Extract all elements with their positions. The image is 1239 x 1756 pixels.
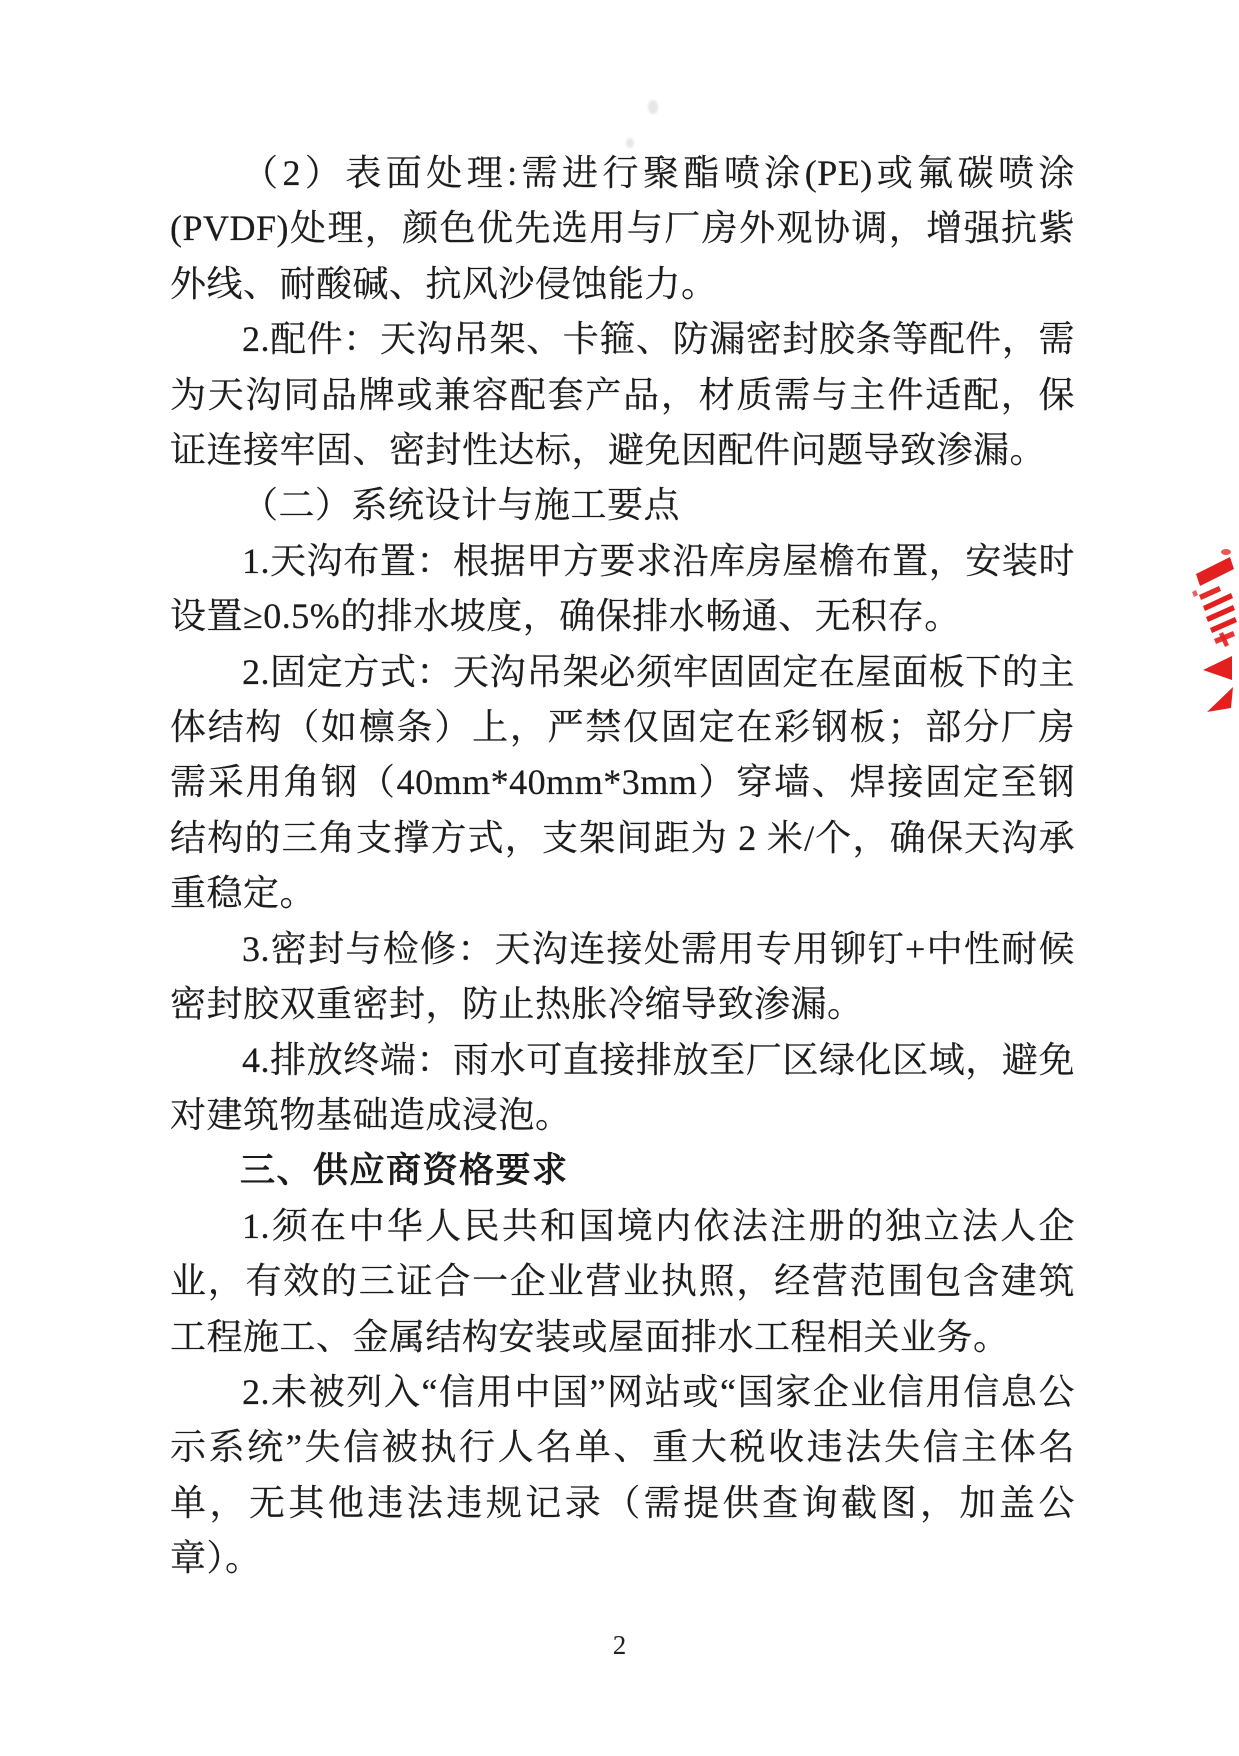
paragraph-fixing-method: 2.固定方式：天沟吊架必须牢固固定在屋面板下的主体结构（如檩条）上，严禁仅固定在彩钢板；部分厂房需采用角钢（40mm*40mm*3mm）穿墙、焊接固定至钢结构的三角支撑方式，支架间距为 2 米/个，确保天沟承重稳定。 <box>170 651 1075 914</box>
subheading-system-design: （二）系统设计与施工要点 <box>242 485 681 526</box>
heading-supplier-qualifications: 三、供应商资格要求 <box>240 1151 569 1191</box>
paragraph-sealing-maintenance: 3.密封与检修：天沟连接处需用专用铆钉+中性耐候密封胶双重密封，防止热胀冷缩导致渗漏。 <box>170 928 1075 1025</box>
red-seal-stamp-fragment-icon <box>1185 548 1239 733</box>
paragraph-legal-entity: 1.须在中华人民共和国境内依法注册的独立法人企业，有效的三证合一企业营业执照，经营范围包含建筑工程施工、金属结构安装或屋面排水工程相关业务。 <box>170 1205 1075 1357</box>
page-number: 2 <box>612 1630 627 1660</box>
paragraph-gutter-layout: 1.天沟布置：根据甲方要求沿库房屋檐布置，安装时设置≥0.5%的排水坡度，确保排水畅通、无积存。 <box>170 540 1075 637</box>
document-body <box>170 146 1075 1587</box>
paragraph-surface-treatment: （2）表面处理:需进行聚酯喷涂(PE)或氟碳喷涂(PVDF)处理，颜色优先选用与厂房外观协调，增强抗紫外线、耐酸碱、抗风沙侵蚀能力。 <box>170 153 1075 304</box>
paragraph-discharge-terminal: 4.排放终端：雨水可直接排放至厂区绿化区域，避免对建筑物基础造成浸泡。 <box>170 1039 1075 1135</box>
scan-smudge <box>648 100 658 114</box>
paragraph-accessories: 2.配件：天沟吊架、卡箍、防漏密封胶条等配件，需为天沟同品牌或兼容配套产品，材质需与主件适配，保证连接牢固、密封性达标，避免因配件问题导致渗漏。 <box>170 319 1075 471</box>
scan-smudge <box>626 138 634 148</box>
paragraph-credit-record: 2.未被列入“信用中国”网站或“国家企业信用信息公示系统”失信被执行人名单、重大税收违法失信主体名单，无其他违法违规记录（需提供查询截图，加盖公章）。 <box>170 1371 1075 1579</box>
